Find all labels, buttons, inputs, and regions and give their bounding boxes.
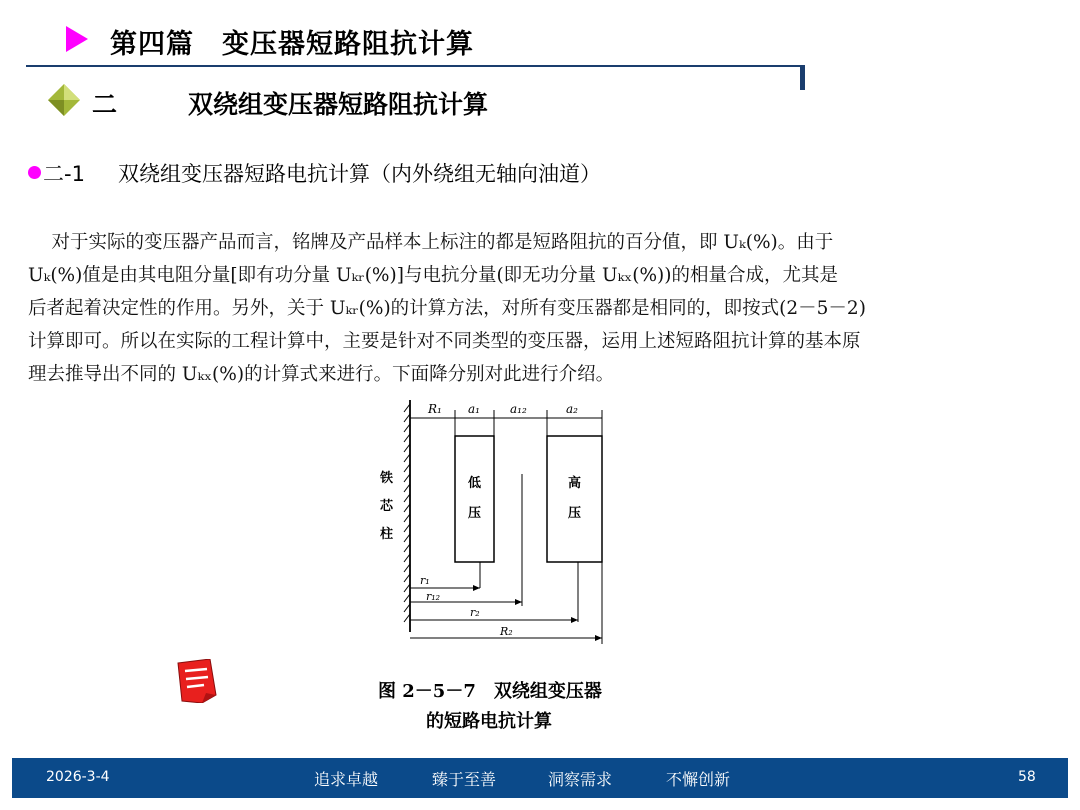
high-label-2: 压 bbox=[568, 506, 582, 521]
diamond-bullet-icon bbox=[46, 82, 82, 118]
title-divider-end bbox=[800, 65, 805, 90]
body-line: 对于实际的变压器产品而言，铭牌及产品样本上标注的都是短路阻抗的百分值，即 Uₖ(%)。由于 bbox=[28, 232, 834, 253]
radius-R2: R₂ bbox=[500, 625, 513, 638]
figure-caption-line2: 的短路电抗计算 bbox=[426, 711, 552, 732]
bullet-dot-icon bbox=[28, 166, 41, 179]
low-voltage-winding bbox=[455, 436, 494, 562]
high-voltage-winding bbox=[547, 436, 602, 562]
subheading-text: 双绕组变压器短路电抗计算（内外绕组无轴向油道） bbox=[118, 162, 601, 186]
dim-a1: a₁ bbox=[468, 402, 480, 416]
page-title: 第四篇 变压器短路阻抗计算 bbox=[110, 29, 474, 60]
footer-slogan: 不懈创新 bbox=[666, 770, 731, 789]
dim-a2: a₂ bbox=[566, 402, 578, 416]
low-label-2: 压 bbox=[468, 506, 482, 521]
core-label-3: 柱 bbox=[380, 527, 394, 542]
page-number: 58 bbox=[1018, 769, 1036, 785]
winding-diagram bbox=[370, 392, 620, 654]
radius-r1: r₁ bbox=[420, 574, 430, 587]
low-label-1: 低 bbox=[468, 476, 482, 491]
footer-bar bbox=[12, 758, 1068, 798]
footer-slogan: 追求卓越 bbox=[314, 770, 379, 789]
footer-slogan: 臻于至善 bbox=[432, 770, 497, 789]
radius-r12: r₁₂ bbox=[426, 590, 441, 603]
body-line: Uₖ(%)值是由其电阻分量[即有功分量 Uₖᵣ(%)]与电抗分量(即无功分量 Uₖₓ(%))的相量合成，尤其是 bbox=[28, 265, 838, 286]
body-line: 计算即可。所以在实际的工程计算中，主要是针对不同类型的变压器，运用上述短路阻抗计算的基本原 bbox=[28, 331, 861, 352]
section-number: 二 bbox=[92, 90, 118, 119]
dim-a12: a₁₂ bbox=[510, 402, 527, 416]
core-label-2: 芯 bbox=[380, 499, 394, 514]
high-label-1: 高 bbox=[568, 476, 582, 491]
dim-R1: R₁ bbox=[428, 402, 442, 416]
title-divider bbox=[26, 65, 804, 67]
footer-date: 2026-3-4 bbox=[46, 769, 110, 785]
core-label-1: 铁 bbox=[380, 471, 394, 486]
body-line: 理去推导出不同的 Uₖₓ(%)的计算式来进行。下面降分别对此进行介绍。 bbox=[28, 364, 615, 385]
figure-caption-line1: 图 2－5－7 双绕组变压器 bbox=[378, 681, 602, 702]
radius-r2: r₂ bbox=[470, 606, 480, 619]
note-icon[interactable] bbox=[176, 659, 218, 703]
footer-slogan: 洞察需求 bbox=[548, 770, 613, 789]
section-title: 双绕组变压器短路阻抗计算 bbox=[188, 90, 489, 119]
subheading-number: 二-1 bbox=[43, 162, 85, 186]
body-line: 后者起着决定性的作用。另外，关于 Uₖᵣ(%)的计算方法，对所有变压器都是相同的，即按式(2－5－2) bbox=[28, 298, 866, 319]
title-arrow-icon bbox=[66, 26, 88, 52]
